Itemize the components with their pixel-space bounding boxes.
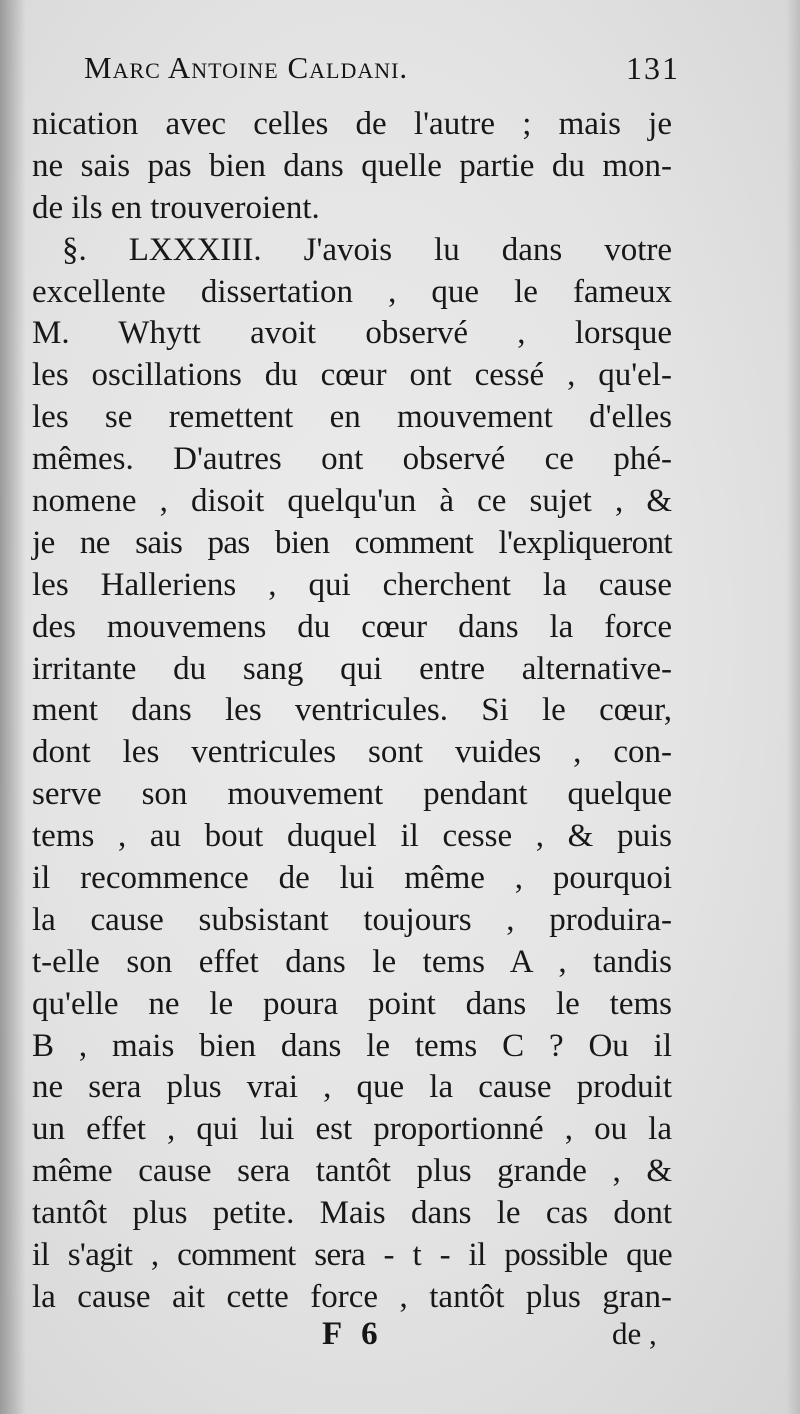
text-line: nication avec celles de l'autre ; mais je [32,106,672,142]
catchword: de , [612,1316,657,1351]
page-header [84,50,680,94]
text-line: il s'agit , comment sera - t - il possible que [32,1237,672,1274]
text-line: un effet , qui lui est proportionné , ou la [32,1111,672,1148]
text-line: ne sera plus vrai , que la cause produit [32,1069,672,1106]
text-line: tantôt plus petite. Mais dans le cas dont [32,1195,672,1232]
text-line: même cause sera tantôt plus grande , & [32,1153,672,1190]
signature-mark: F 6 [322,1316,384,1352]
text-line: des mouvemens du cœur dans la force [32,608,672,645]
text-line: il recommence de lui même , pourquoi [32,860,672,897]
text-line: la cause ait cette force , tantôt plus gran- [32,1278,672,1315]
text-line: dont les ventricules sont vuides , con- [32,734,672,771]
text-line: excellente dissertation , que le fameux [32,273,672,310]
text-line: les oscillations du cœur ont cessé , qu'el- [32,357,672,394]
body-text [32,104,672,1319]
text-line: nomene , disoit quelqu'un à ce sujet , & [32,483,672,520]
text-line: qu'elle ne le poura point dans le tems [32,985,672,1022]
text-line: ment dans les ventricules. Si le cœur, [32,692,672,729]
text-line: B , mais bien dans le tems C ? Ou il [32,1027,672,1064]
text-line: tems , au bout duquel il cesse , & puis [32,818,672,855]
text-line: la cause subsistant toujours , produira- [32,901,672,938]
text-line: mêmes. D'autres ont observé ce phé- [32,441,672,478]
text-line: serve son mouvement pendant quelque [32,776,672,813]
text-line: t-elle son effet dans le tems A , tandis [32,943,672,980]
text-line: les se remettent en mouvement d'elles [32,399,672,436]
text-line: de ils en trouveroient. [32,189,320,226]
running-title: Marc Antoine Caldani. [84,50,409,85]
page-footer [0,1316,800,1360]
text-line: les Halleriens , qui cherchent la cause [32,566,672,603]
section-heading-line: §. LXXXIII. J'avois lu dans votre [62,231,672,268]
page-number: 131 [626,50,680,86]
text-line: ne sais pas bien dans quelle partie du mon- [32,147,672,184]
page-edge-shadow [786,0,800,1414]
gutter-shadow [0,0,26,1414]
text-line: je ne sais pas bien comment l'expliqueront [32,524,672,561]
text-line: irritante du sang qui entre alternative- [32,650,672,687]
text-line: M. Whytt avoit observé , lorsque [32,315,672,352]
